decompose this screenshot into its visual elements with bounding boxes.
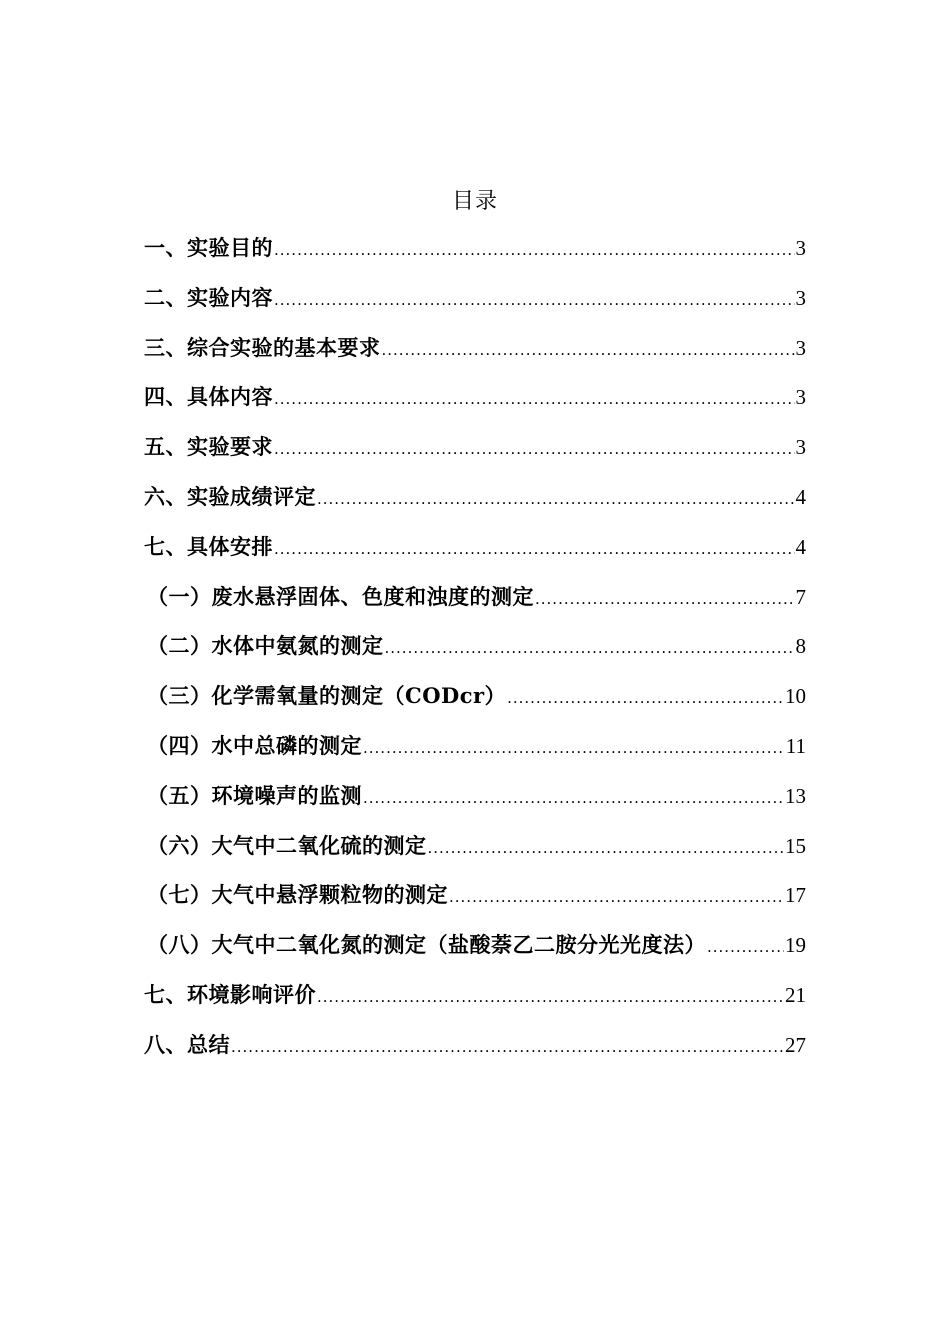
toc-entry[interactable] xyxy=(144,481,806,531)
toc-entry-label: 七、具体安排 xyxy=(144,533,273,559)
toc-entry[interactable] xyxy=(144,581,806,631)
toc-entry-page: 27 xyxy=(785,1032,806,1057)
toc-entry[interactable] xyxy=(144,630,806,680)
toc-entry[interactable] xyxy=(144,979,806,1029)
toc-leader-dots xyxy=(707,938,784,956)
toc-entry-page: 15 xyxy=(785,833,806,858)
toc-entry-page: 3 xyxy=(795,385,806,410)
toc-entry[interactable] xyxy=(144,232,806,282)
toc-leader-dots xyxy=(274,241,795,259)
toc-leader-dots xyxy=(507,689,784,707)
toc-leader-dots xyxy=(363,739,785,757)
toc-entry[interactable] xyxy=(144,282,806,332)
toc-leader-dots xyxy=(428,839,785,857)
toc-entry-page: 21 xyxy=(785,982,806,1007)
toc-entry[interactable] xyxy=(144,381,806,431)
toc-entry[interactable] xyxy=(144,879,806,929)
toc-entry-label: 三、综合实验的基本要求 xyxy=(144,334,381,360)
toc-entry-page: 17 xyxy=(785,883,806,908)
toc-entry[interactable] xyxy=(144,929,806,979)
toc-leader-dots xyxy=(317,988,784,1006)
toc-entry[interactable] xyxy=(144,730,806,780)
toc-leader-dots xyxy=(274,540,795,558)
toc-entry-label: （六）大气中二氧化硫的测定 xyxy=(147,832,427,858)
toc-leader-dots xyxy=(385,639,795,657)
toc-entry-label: （三）化学需氧量的测定（CODcr） xyxy=(147,683,507,709)
toc-entry[interactable] xyxy=(144,780,806,830)
toc-entry[interactable] xyxy=(144,1029,806,1079)
toc-leader-dots xyxy=(274,390,795,408)
toc-leader-dots xyxy=(274,291,795,309)
toc-entry-page: 4 xyxy=(795,534,806,559)
toc-entry-label: 一、实验目的 xyxy=(144,235,273,260)
toc-entry[interactable] xyxy=(144,531,806,581)
toc-entry-label: （二）水体中氨氮的测定 xyxy=(147,633,384,659)
toc-entry-label: 八、总结 xyxy=(144,1031,230,1057)
toc-entry-label: （八）大气中二氧化氮的测定（盐酸萘乙二胺分光光度法） xyxy=(147,932,706,958)
toc-leader-dots xyxy=(535,590,795,608)
toc-entry-page: 3 xyxy=(795,236,806,260)
table-of-contents xyxy=(144,232,806,1079)
toc-leader-dots xyxy=(382,341,795,359)
toc-entry-label: 七、环境影响评价 xyxy=(144,981,316,1007)
toc-entry-label: （五）环境噪声的监测 xyxy=(147,782,362,808)
toc-entry-label: （七）大气中悬浮颗粒物的测定 xyxy=(147,882,448,908)
toc-leader-dots xyxy=(317,490,795,508)
toc-entry[interactable] xyxy=(144,680,806,730)
toc-entry-page: 3 xyxy=(795,285,806,310)
toc-entry[interactable] xyxy=(144,830,806,880)
toc-entry-page: 3 xyxy=(795,335,806,360)
toc-entry-label: 四、具体内容 xyxy=(144,384,273,410)
toc-leader-dots xyxy=(363,789,784,807)
toc-entry-page: 7 xyxy=(795,584,806,609)
toc-entry-label: 五、实验要求 xyxy=(144,434,273,460)
toc-title: 目录 xyxy=(451,189,498,214)
toc-leader-dots xyxy=(231,1038,784,1056)
toc-entry-page: 8 xyxy=(795,634,806,659)
toc-entry[interactable] xyxy=(144,332,806,382)
toc-entry-page: 13 xyxy=(785,783,806,808)
toc-entry-label: （一）废水悬浮固体、色度和浊度的测定 xyxy=(147,583,534,609)
toc-entry-label: 六、实验成绩评定 xyxy=(144,483,316,509)
toc-entry-page: 3 xyxy=(795,435,806,460)
toc-entry-label: 二、实验内容 xyxy=(144,284,273,310)
toc-entry-page: 10 xyxy=(785,684,806,709)
toc-leader-dots xyxy=(274,440,795,458)
toc-entry[interactable] xyxy=(144,431,806,481)
toc-entry-page: 4 xyxy=(795,484,806,509)
toc-entry-page: 19 xyxy=(785,933,806,958)
toc-entry-label: （四）水中总磷的测定 xyxy=(147,732,362,758)
toc-entry-page: 11 xyxy=(785,733,806,758)
toc-leader-dots xyxy=(449,888,784,906)
